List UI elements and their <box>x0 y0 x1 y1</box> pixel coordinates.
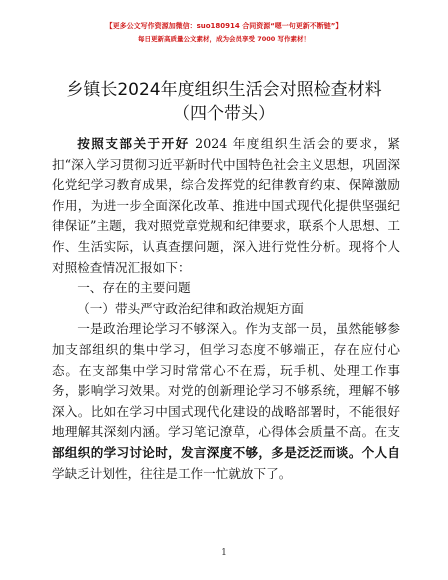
section-heading: 一、存在的主要问题 <box>77 280 191 296</box>
intro-paragraph <box>52 134 400 278</box>
intro-text: 2024 年度组织生活会的要求，紧扣“深入学习贯彻习近平新时代中国特色社会主义思想，巩固深化党纪学习教育成果，综合发挥党的纪律教育约束、保障激励作用，为进一步全面深化改革、推进中国式现代化提供坚强纪律保证”主题，我对照党章党规和纪律要求，联系个人思想、工作、生活实际，认真查摆问题，深入进行党性分析。现将个人对照检查情况汇报如下： <box>52 136 400 275</box>
intro-bold-lead: 按照支部关于开好 <box>77 136 190 151</box>
document-title: 乡镇长2024年度组织生活会对照检查材料（四个带头） <box>66 80 382 124</box>
paragraph-text: 一是政治理论学习不够深入。作为支部一员，虽然能够参加支部组织的集中学习，但学习态度不够端正，存在应付心态。在支部集中学习时常常心不在焉，玩手机、处理工作事务，影响学习效果。对党的创新理论学习不够系统，理解不够深入。比如在学习中国式现代化建设的战略部署时，不能很好地理解其深刻内涵。学习笔记潦草，心得体会质量不高。在支 <box>52 321 400 440</box>
promo-banner-line2: 每日更新高质量公文素材，成为会员享受 7000 写作素材！ <box>137 35 311 43</box>
page-number: 1 <box>221 548 227 558</box>
paragraph-tail-text: 学缺乏计划性，往往是工作一忙就放下了。 <box>52 465 292 481</box>
promo-banner-line1: 【更多公文写作资源加微信：suo180914 合同资源“嗯一句更新不断链”】 <box>105 22 343 30</box>
document-body <box>52 134 400 484</box>
paragraph-bold-text: 部组织的学习讨论时，发言深度不够，多是泛泛而谈。个人自 <box>52 444 400 460</box>
subsection-heading: （一）带头严守政治纪律和政治规矩方面 <box>77 300 304 316</box>
body-paragraph <box>52 319 400 484</box>
promo-banner <box>0 20 448 46</box>
